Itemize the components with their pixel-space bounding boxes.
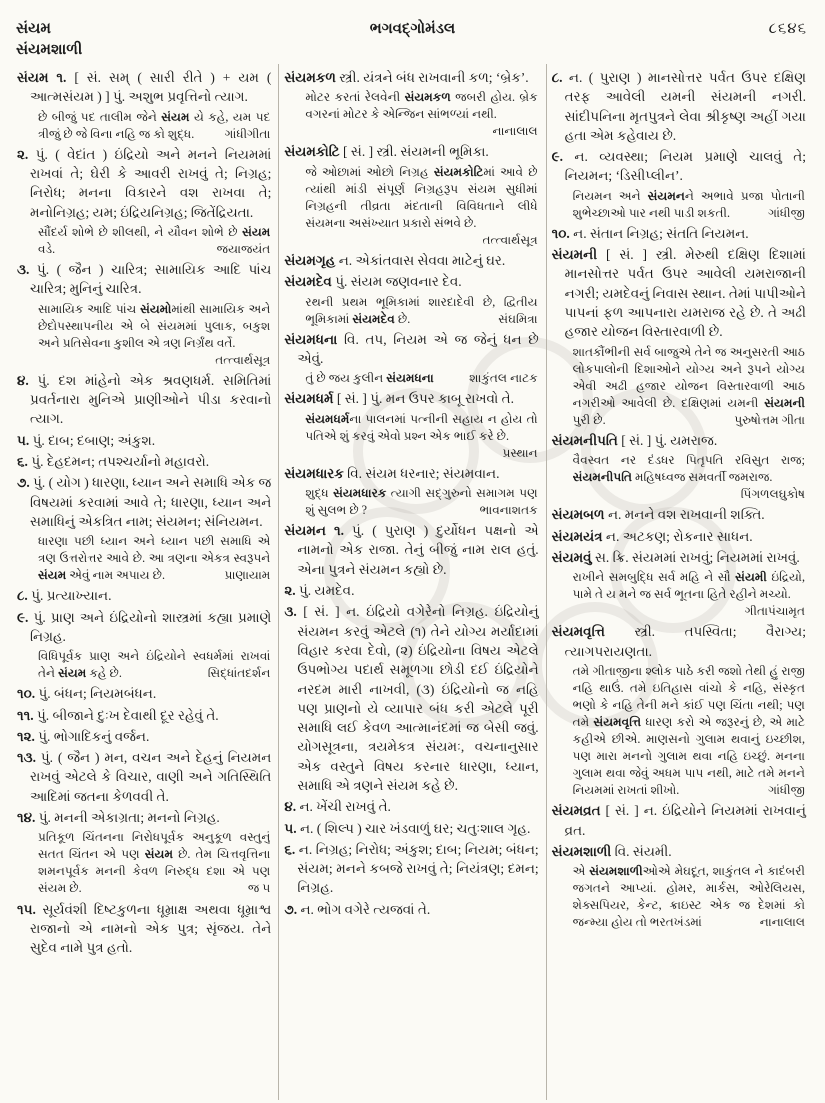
quote-block: રાખીને સમબુદ્ધિ સર્વ મહિ ને સૌ સંયમી ઇંદ્રિયો, પામે તે ય મને જ સર્વ ભૂતના હિતે રહીને મચ્યો. ગીતાપંચામૃત bbox=[573, 569, 805, 620]
quote-block: ધારણા પછી ધ્યાન અને ધ્યાન પછી સમાધિ એ ત્રણ ઉત્તરોત્તર આવે છે. આ ત્રણના એકત્ર સ્વરૂપને સંયમ એવું નામ અપાય છે. પ્રાણાયામ bbox=[38, 533, 270, 584]
quote-block: નિયમન અને સંયમનને અભાવે પ્રજા પોતાની શુભેચ્છાઓ પાર નથી પાડી શકતી. ગાંધીજી bbox=[573, 188, 805, 222]
entry-block: ૭. ન. ભોગ વગેરે ત્યજવાં તે. bbox=[284, 901, 431, 917]
entry-block: ૭. પું. ( યોગ ) ધારણા, ધ્યાન અને સમાધિ એક જ વિષયમાં કરવામાં આવે તે; ધારણા, ધ્યાન અને સમાધિનું એકત્રિત નામ; સંયમન; સંનિયમન. bbox=[17, 475, 272, 529]
quote-block: વૈવસ્વત નર દંડધર પિતૃપતિ રવિસુત રાજ; સંયમનીપતિ મહિષધ્વજ સમવર્તી જમરાજ. પિંગળલઘુકોષ bbox=[573, 452, 805, 503]
quote-block: જે ઓછામાં ઓછો નિગ્રહ સંયમકોટિમાં આવે છે ત્યાંથી માંડી સંપૂર્ણ નિગ્રહરૂપ સંયમ સુધીમાં નિગ્રહની તીવ્રતા મંદતાની વિવિધતાને લીધે સંયમના અસંખ્યાત પ્રકારો સંભવે છે. તત્ત્વાર્થસૂત્ર bbox=[305, 164, 537, 249]
entry-block: ૪. ન. ખેંચી રાખવું તે. bbox=[284, 799, 391, 815]
quote-block: સૌંદર્ય શોભે છે શીલથી, ને યૌવન શોભે છે સંયમ વડે. જયાજયંત bbox=[38, 224, 270, 258]
quote-source: પ્રસ્થાન bbox=[502, 445, 538, 460]
columns bbox=[12, 64, 813, 1100]
entry-block: ૧૦. ન. સંતાન નિગ્રહ; સંતતિ નિયમન. bbox=[551, 225, 749, 241]
entry-block: ૧૨. પું. ભોગાદિકનું વર્જન. bbox=[17, 728, 150, 744]
book-title: ભગવદ્ગોમંડલ bbox=[369, 21, 456, 37]
entry-block: ૮. ન. ( પુરાણ ) માનસોત્તર પર્વત ઉપર દક્ષિણ તરફ આવેલી યમની સંયમની નગરી. સાંદીપનિના મૃતપુત્રને લેવા શ્રીકૃષ્ણ અહીં ગયા હતા એમ કહેવાય છે. bbox=[551, 70, 806, 143]
quote-block: મોટર કરતાં રેલવેની સંયમકળ જબરી હોય. બ્રેક વગરનાં મોટર કે એન્જિન સાંભળ્યાં નથી. નાનાલાલ bbox=[305, 89, 537, 140]
quote-source: તત્ત્વાર્થસૂત્ર bbox=[215, 352, 271, 367]
quote-block: સામાયિક આદિ પાંચ સંયમોમાંથી સામાયિક અને છેદોપસ્થાપનીય એ બે સંયમમાં પુલાક, બકુશ અને પ્રતિસેવના કુશીલ એ ત્રણ નિર્ગ્રંથ વર્તે. તત્ત્વાર્થસૂત્ર bbox=[38, 301, 270, 369]
quote-block: છે બીજું પદ તાલીમ જેને સંયમ યે કહે, યમ પદ ત્રીજું છે જે વિના નહિ જ કો શુદ્ધ. ગાંધીગીતા bbox=[38, 109, 270, 143]
page-header bbox=[12, 12, 813, 62]
quote-source: ભાવનાશતક bbox=[479, 503, 538, 518]
quote-block: તું છે જય કુલીન સંયમધના શાકુંતલ નાટક bbox=[305, 370, 537, 387]
entry-block: સંયમવૃત્તિ સ્ત્રી. તપસ્વિતા; વૈરાગ્ય; ત્યાગપરાયણતા. bbox=[551, 624, 806, 659]
entry-block: ૫. પું. દાબ; દબાણ; અંકુશ. bbox=[17, 432, 156, 448]
quote-source: ગાંધીજી bbox=[768, 783, 805, 798]
quote-block: શાતકૌંભીની સર્વ બાજુએ તેને જ અનુસરતી આઠ લોકપાલોની દિશાઓને યોગ્ય અને રૂપને યોગ્ય એવી અઢી હજાર યોજન વિસ્તારવાળી આઠ નગરીઓ આવેલી છે. દક્ષિણમાં યમની સંયમની પુરી છે. પુરુષોત્તમ ગીતા bbox=[573, 344, 805, 429]
entry-block: સંયમનીપતિ [ સં. ] પું. યમરાજ. bbox=[551, 432, 718, 448]
entry-block: ૩. [ સં. ] ન. ઇંદ્રિયો વગેરેનો નિગ્રહ. ઇંદ્રિયોનું સંયમન કરવું એટલે (૧) તેને યોગ્ય મર્યાદામાં વિહાર કરવા દેવો, (૨) ઇંદ્રિયોના વિષય એટલે ઉપભોગ્ય પદાર્થ સમૂળગા છોડી દઈ ઇંદ્રિયોને નરદમ મારી નાખવી, (૩) ઇંદ્રિયોનો જ નહિ પણ પ્રાણનો યે વ્યાપાર બંધ કરી એટલે પૂરી સમાધિ લઈ કેવળ આત્માનંદમાં જ બેસી જવું. યોગસૂત્રના, ત્રયમેકત્ર સંયમઃ, વચનાનુસાર એક વસ્તુને વિષય કરનાર ધારણા, ધ્યાન, સમાધિ એ ત્રણને સંયમ કહે છે. bbox=[284, 604, 539, 793]
entry-block: સંયમગૃહ ન. એકાંતવાસ સેવવા માટેનું ઘર. bbox=[284, 252, 506, 268]
quote-source: જ ૫ bbox=[247, 881, 271, 896]
quote-block: શુદ્ધ સંયમધારક ત્યાગી સદ્‌ગુરુનો સમાગમ પણ શું સુલભ છે ? ભાવનાશતક bbox=[305, 485, 537, 519]
entry-block: સંયમવ્રત [ સં. ] ન. ઇંદ્રિયોને નિયમમાં રાખવાનું વ્રત. bbox=[551, 803, 806, 838]
entry-block: ૬. ન. નિગ્રહ; નિરોધ; અંકુશ; દાબ; નિયમ; બંધન; સંયમ; મનને કબજે રાખવું તે; નિયંત્રણ; દમન; નિગ્રહ. bbox=[284, 841, 539, 896]
quote-source: ગીતાપંચામૃત bbox=[744, 604, 805, 619]
quote-block: રથની પ્રથમ ભૂમિકામાં શારદાદેવી છે, દ્વિતીય ભૂમિકામાં સંયમદેવ છે. સંઘમિત્રા bbox=[305, 294, 537, 328]
entry-block: સંયમકળ સ્ત્રી. યંત્રને બંધ રાખવાની કળ; ‘બ્રેક’. bbox=[284, 70, 529, 85]
quote-block: સંયમધર્મના પાલનમાં પત્નીની સહાય ન હોય તો પતિએ શું કરવું એવો પ્રશ્ન એક ભાઈ કરે છે. પ્રસ્થાન bbox=[305, 411, 537, 462]
quote-source: જયાજયંત bbox=[216, 241, 271, 256]
entry-block: સંયમબળ ન. મનને વશ રાખવાની શક્તિ. bbox=[551, 507, 765, 523]
entry-block: સંયમન ૧. પું. ( પુરાણ ) દુર્યોધન પક્ષનો એ નામનો એક રાજા. તેનું બીજું નામ રાલ હતું. એના પુત્રને સંયમન કહ્યો છે. bbox=[284, 523, 539, 577]
quote-block: એ સંયમશાળીઓએ મેઘદૂત, શાકુંતલ ને કાદંબરી જગતને આપ્યાં. હોમર, માર્કસ, ઓરેલિયસ, શેક્સપિયર, કેન્ટ, ક્રાઇસ્ટ એક જ દેશમાં કો જન્મ્યા હોય તો ભરતખંડમાં નાનાલાલ bbox=[573, 863, 805, 931]
quote-source: પિંગળલઘુકોષ bbox=[740, 487, 805, 502]
entry-block: ૧૪. પું. મનની એકાગ્રતા; મનનો નિગ્રહ. bbox=[17, 810, 220, 826]
page-number: ૮૬૪૬ bbox=[768, 21, 807, 37]
quote-source: સિદ્ધાંતદર્શન bbox=[207, 666, 271, 681]
quote-source: પ્રાણાયામ bbox=[224, 568, 271, 583]
entry-block: ૧૦. પું. બંધન; નિયમબંધન. bbox=[17, 686, 157, 702]
entry-block: ૧૧. પું. બીજાને દુઃખ દેવાથી દૂર રહેવું તે. bbox=[17, 707, 219, 723]
entry-block: ૯. ન. વ્યવસ્થા; નિયમ પ્રમાણે ચાલવું તે; નિયમન; ‘ડિસીપ્લીન’. bbox=[551, 149, 806, 184]
entry-block: સંયમ ૧. [ સં. સમ્ ( સારી રીતે ) + યમ ( આત્મસંયમ ) ] પું. અશુભ પ્રવૃત્તિનો ત્યાગ. bbox=[17, 70, 272, 105]
entry-block: સંયમયંત્ર ન. અટકણ; રોકનાર સાધન. bbox=[551, 528, 753, 544]
guide-word-last: સંયમશાળી bbox=[16, 42, 83, 58]
column-3 bbox=[546, 64, 813, 1100]
entry-block: ૬. પું. દેહદમન; તપશ્ચર્યાનો મહાવરો. bbox=[17, 453, 210, 469]
quote-source: નાનાલાલ bbox=[759, 915, 805, 930]
quote-source: તત્ત્વાર્થસૂત્ર bbox=[482, 232, 538, 247]
entry-block: ૨. પું. યમદેવ. bbox=[284, 583, 355, 599]
column-2 bbox=[278, 64, 545, 1100]
quote-source: શાકુંતલ નાટક bbox=[469, 371, 538, 386]
entry-block: સંયમધારક વિ. સંયમ ધરનાર; સંયમવાન. bbox=[284, 465, 500, 481]
quote-block: તમે ગીતાજીના શ્લોક પાઠે કરી જશો તેથી હું રાજી નહિ થાઉં. તમે ઇતિહાસ વાંચો કે નહિ, સંસ્કૃત ભણો કે નહિ તેની મને કાંઈ પણ ચિંતા નથી; પણ તમે સંયમવૃત્તિ ધારણ કરો એ જરૂરનું છે, એ માટે કહીએ છીએ. માણસનો ગુલામ થવાનું ઇચ્છીશ, પણ મારા મનનો ગુલામ થવા નહિ ઇચ્છું. મનના ગુલામ થવા જેવું અધમ પાપ નથી, માટે તમે મનને નિયમમાં રાખતાં શીખો. ગાંધીજી bbox=[573, 663, 805, 799]
entry-block: ૯. પું. પ્રાણ અને ઇંદ્રિયોનો શાસ્ત્રમાં કહ્યા પ્રમાણે નિગ્રહ. bbox=[17, 609, 272, 644]
quote-source: ગાંધીગીતા bbox=[224, 126, 271, 141]
column-1 bbox=[12, 64, 278, 1100]
entry-block: ૧૫. સૂર્યવંશી દિષ્ટકુળના ધૂમ્રાક્ષ અથવા ધૂમ્રાશ્વ રાજાનો એ નામનો એક પુત્ર; સૃંજય. તેને સુદેવ નામે પુત્ર હતો. bbox=[17, 901, 272, 956]
quote-source: ગાંધીજી bbox=[768, 205, 805, 220]
quote-block: પ્રતિકૂળ ચિંતનના નિરોધપૂર્વક અનુકૂળ વસ્તુનું સતત ચિંતન એ પણ સંયમ છે. તેમ ચિત્તવૃત્તિના શમનપૂર્વક મનની કેવળ નિરુદ્ધ દશા એ પણ સંયમ છે. જ ૫ bbox=[38, 829, 270, 897]
entry-block: સંયમશાળી વિ. સંયમી. bbox=[551, 843, 672, 859]
entry-block: સંયમકોટિ [ સં. ] સ્ત્રી. સંયમની ભૂમિકા. bbox=[284, 144, 489, 160]
entry-block: ૩. પું. ( જૈન ) ચારિત્ર; સામાયિક આદિ પાંચ ચારિત્ર; મુનિનું ચારિત્ર. bbox=[17, 261, 272, 297]
quote-block: વિધિપૂર્વક પ્રાણ અને ઇંદ્રિયોને સ્વધર્મમાં રાખવાં તેને સંયમ કહે છે. સિદ્ધાંતદર્શન bbox=[38, 648, 270, 682]
entry-block: ૨. પું. ( વેદાંત ) ઇંદ્રિયો અને મનને નિયમમાં રાખવાં તે; ઘેરી કે આવરી રાખવું તે; નિગ્રહ; નિરોધ; મનના વિકારને વશ રાખવા તે; મનોનિગ્રહ; યમ; ઇંદ્રિયનિગ્રહ; જિતેંદ્રિયતા. bbox=[17, 146, 272, 220]
entry-block: ૮. પું. પ્રત્યાખ્યાન. bbox=[17, 588, 112, 604]
entry-block: ૧૩. પું. ( જૈન ) મન, વચન અને દેહનું નિયમન રાખવું એટલે કે વિચાર, વાણી અને ગતિસ્થિતિ આદિમાં જતના કેળવવી તે. bbox=[17, 750, 272, 804]
quote-source: સંઘમિત્રા bbox=[498, 311, 538, 326]
entry-block: સંયમદેવ પું. સંયમ જણવનાર દેવ. bbox=[284, 274, 462, 290]
entry-block: સંયમની [ સં. ] સ્ત્રી. મેરુથી દક્ષિણ દિશામાં માનસોત્તર પર્વત ઉપર આવેલી યમરાજાની નગરી; યમદેવનું નિવાસ સ્થાન. તેમાં પાપીઓને પાપનાં ફળ આપનારા યમરાજ રહે છે. તે અઢી હજાર યોજન વિસ્તારવાળી છે. bbox=[551, 247, 806, 340]
quote-source: પુરુષોત્તમ ગીતા bbox=[734, 412, 805, 427]
entry-block: ૪. પું. દશ માંહેનો એક શ્રવણધર્મ. સમિતિમાં પ્રવર્તનારા મુનિએ પ્રાણીઓને પીડા કરવાનો ત્યાગ. bbox=[17, 372, 272, 427]
entry-block: સંયમધર્મ [ સં. ] પું. મન ઉપર કાબૂ રાખવો તે. bbox=[284, 391, 515, 407]
entry-block: સંયમધના વિ. તપ, નિયમ એ જ જેનું ધન છે એવું. bbox=[284, 331, 539, 366]
guide-word-first: સંયમ bbox=[16, 21, 52, 37]
entry-block: સંયમવું સ. ક્રિ. સંયમમાં રાખવું; નિયમમાં રાખવું. bbox=[551, 549, 800, 565]
entry-block: ૫. ન. ( શિલ્પ ) ચાર ખંડવાળું ઘર; ચતુઃશાલ ગૃહ. bbox=[284, 820, 531, 836]
quote-source: નાનાલાલ bbox=[492, 124, 538, 139]
